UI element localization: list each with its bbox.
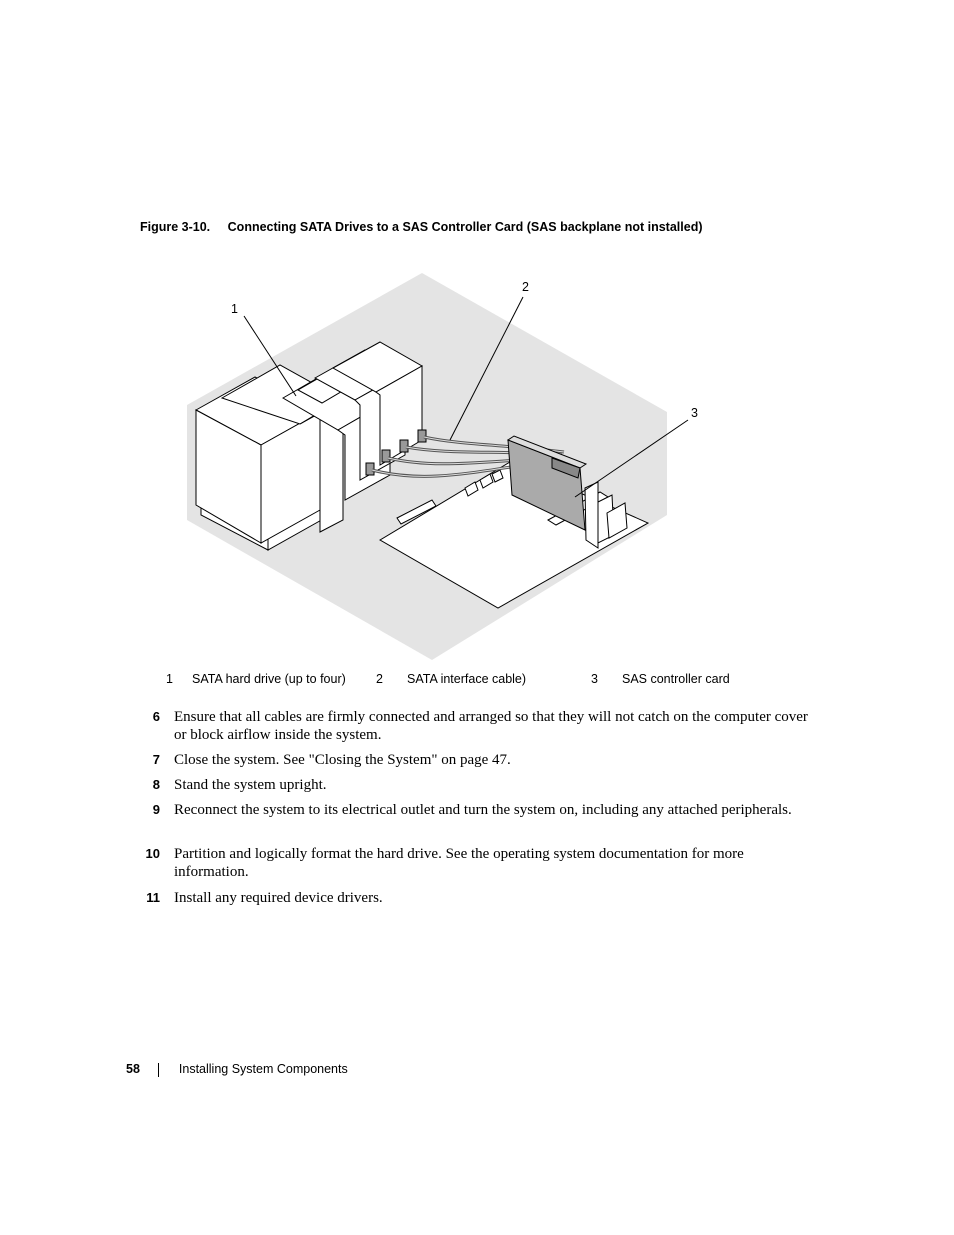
legend-num: 2 xyxy=(376,672,383,686)
section-title: Installing System Components xyxy=(178,1062,348,1076)
step-text: Reconnect the system to its electrical outlet and turn the system on, including any attached peripherals. xyxy=(174,802,792,818)
figure-label: Figure 3-10. xyxy=(140,220,211,234)
figure-title: Connecting SATA Drives to a SAS Controller Card (SAS backplane not installed) xyxy=(227,220,703,234)
step-text: Partition and logically format the hard drive. See the operating system documentation for more information. xyxy=(174,846,744,880)
step-number: 6 xyxy=(152,709,160,724)
step-text: Close the system. See "Closing the System" on page 47. xyxy=(174,752,511,768)
step-number: 11 xyxy=(146,890,160,905)
legend-text: SATA interface cable) xyxy=(407,672,527,686)
callout-3: 3 xyxy=(691,406,698,420)
step-text: Stand the system upright. xyxy=(174,777,327,793)
legend-num: 3 xyxy=(591,672,598,686)
legend-text: SATA hard drive (up to four) xyxy=(192,672,346,686)
step-number: 8 xyxy=(152,777,160,792)
step-number: 9 xyxy=(152,802,160,817)
callout-1: 1 xyxy=(231,302,238,316)
step-number: 7 xyxy=(152,752,160,767)
page-number: 58 xyxy=(126,1062,140,1076)
legend-num: 1 xyxy=(166,672,173,686)
step-text: Install any required device drivers. xyxy=(174,890,383,906)
figure-legend xyxy=(0,672,954,692)
legend-text: SAS controller card xyxy=(622,672,730,686)
footer-divider xyxy=(158,1063,159,1077)
step-text: Ensure that all cables are firmly connected and arranged so that they will not catch on the computer cover or block airflow inside the system. xyxy=(174,709,808,743)
page-footer xyxy=(126,1062,348,1077)
callout-2: 2 xyxy=(522,280,529,294)
step-number: 10 xyxy=(145,846,160,861)
